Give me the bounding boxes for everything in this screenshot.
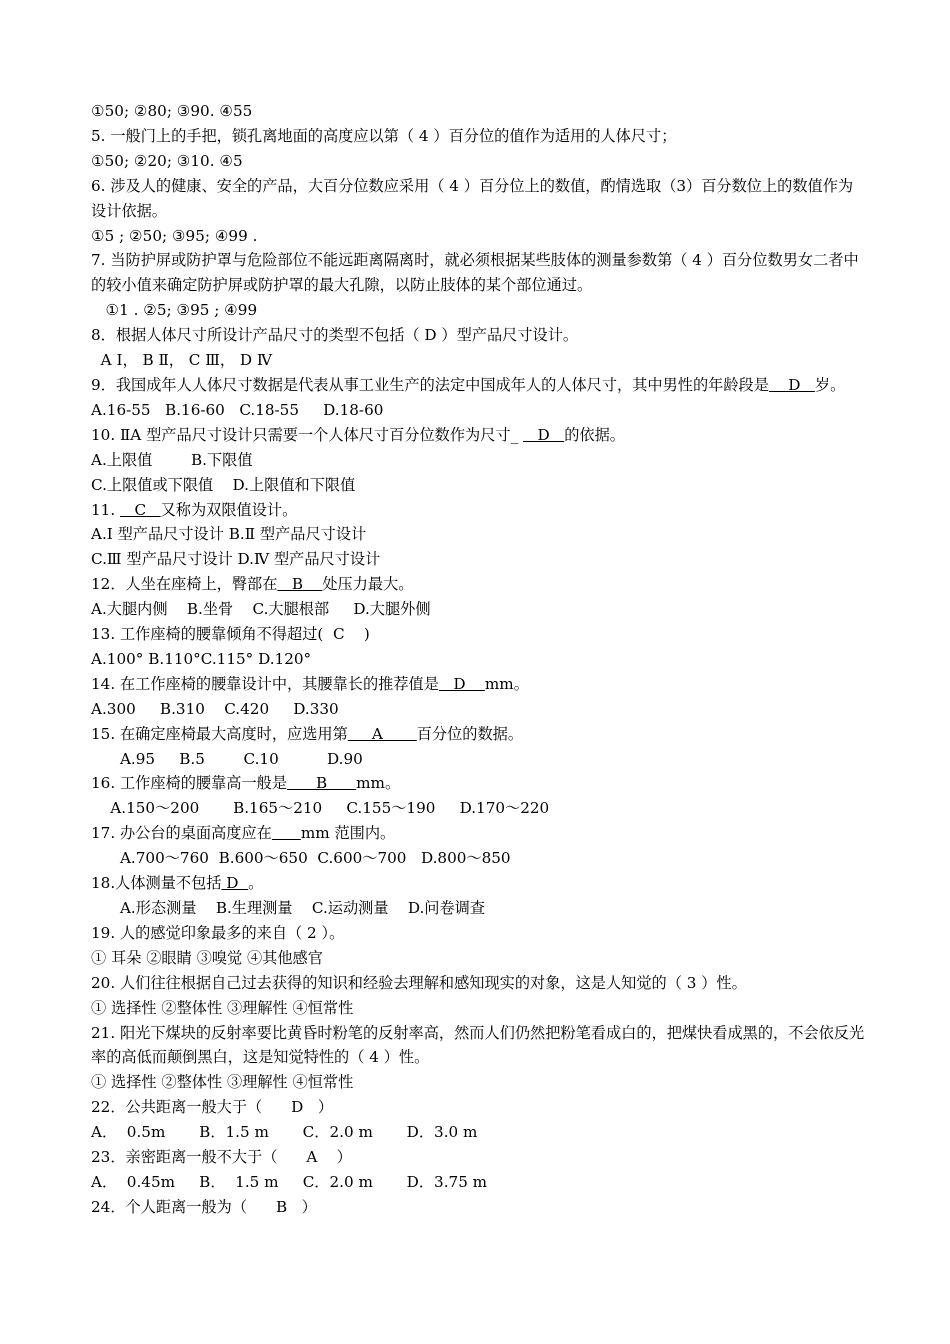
text-line — [91, 1195, 866, 1220]
text-line — [91, 174, 866, 224]
text-segment: C.上限值或下限值 D.上限值和下限值 — [91, 475, 356, 494]
text-segment: 13. 工作座椅的腰靠倾角不得超过( C ) — [91, 625, 370, 644]
text-line — [91, 248, 866, 298]
text-line — [91, 572, 866, 597]
text-segment: A． 0.45m B． 1.5 m C．2.0 m D．3.75 m — [91, 1172, 488, 1191]
text-line — [91, 647, 866, 672]
text-line — [91, 697, 866, 722]
text-segment: 5. 一般门上的手把，锁孔离地面的高度应以第（ 4 ）百分位的值作为适用的人体尺寸； — [91, 126, 677, 145]
text-segment: 11. — [91, 500, 120, 519]
text-segment: C.Ⅲ 型产品尺寸设计 D.Ⅳ 型产品尺寸设计 — [91, 550, 381, 569]
text-line — [91, 323, 866, 348]
text-segment: 19. 人的感觉印象最多的来自（ 2 ）。 — [91, 923, 345, 942]
text-segment: 18.人体测量不包括 — [91, 874, 222, 893]
text-segment: A.700～760 B.600～650 C.600～700 D.800～850 — [91, 849, 511, 868]
text-line — [91, 473, 866, 498]
text-segment: 23．亲密距离一般不大于（ A ） — [91, 1148, 352, 1167]
text-segment: 15. 在确定座椅最大高度时，应选用第 — [91, 724, 348, 743]
text-line — [91, 796, 866, 821]
text-segment: ①50; ②80; ③90. ④55 — [91, 102, 253, 120]
text-line — [91, 298, 866, 323]
text-segment: A.形态测量 B.生理测量 C.运动测量 D.问卷调查 — [91, 899, 486, 917]
text-line — [91, 622, 866, 647]
text-line — [91, 821, 866, 846]
text-line — [91, 99, 866, 124]
text-segment: A.150～200 B.165～210 C.155～190 D.170～220 — [91, 799, 550, 818]
answer-blank: A — [347, 724, 417, 743]
text-line — [91, 398, 866, 423]
text-line — [91, 547, 866, 572]
answer-blank: D — [768, 375, 815, 394]
text-segment: A.大腿内侧 B.坐骨 C.大腿根部 D.大腿外侧 — [91, 600, 431, 619]
text-line — [91, 747, 866, 772]
text-segment: ①5 ; ②50; ③95; ④99 . — [91, 226, 258, 245]
text-line — [91, 373, 866, 398]
text-segment: 12．人坐在座椅上，臀部在 — [91, 575, 278, 594]
text-segment: A.300 B.310 C.420 D.330 — [91, 699, 339, 718]
answer-blank — [272, 824, 301, 842]
text-segment: A.100° B.110°C.115° D.120° — [91, 649, 312, 668]
text-segment: ① 选择性 ②整体性 ③理解性 ④恒常性 — [91, 998, 354, 1017]
text-line — [91, 597, 866, 622]
answer-blank: D — [438, 674, 485, 693]
text-segment: 处压力最大。 — [322, 575, 414, 594]
question-text-body — [91, 99, 866, 1220]
text-segment: A． 0.5m B．1.5 m C．2.0 m D．3.0 m — [91, 1123, 478, 1142]
text-segment: mm。 — [356, 774, 401, 793]
text-segment: mm。 — [484, 674, 529, 693]
text-segment: 24．个人距离一般为（ B ） — [91, 1197, 317, 1216]
text-line — [91, 771, 866, 796]
text-segment: ① 耳朵 ②眼睛 ③嗅觉 ④其他感官 — [91, 948, 323, 967]
answer-blank: C — [119, 500, 161, 519]
text-segment: 9．我国成年人人体尺寸数据是代表从事工业生产的法定中国成年人的人体尺寸，其中男性的年龄段是 — [91, 375, 769, 394]
text-segment: 16. 工作座椅的腰靠高一般是 — [91, 774, 288, 793]
text-line — [91, 1145, 866, 1170]
text-segment: A.16-55 B.16-60 C.18-55 D.18-60 — [91, 400, 384, 419]
answer-blank: D — [221, 874, 249, 893]
text-segment: ① 选择性 ②整体性 ③理解性 ④恒常性 — [91, 1073, 354, 1092]
text-line — [91, 871, 866, 896]
text-segment: 。 — [248, 874, 264, 893]
answer-blank: B — [287, 774, 357, 793]
text-segment: 8．根据人体尺寸所设计产品尺寸的类型不包括（ D ）型产品尺寸设计。 — [91, 326, 579, 345]
text-line — [91, 1120, 866, 1145]
answer-blank: B — [277, 575, 323, 594]
text-segment: ①50; ②20; ③10. ④5 — [91, 151, 243, 170]
text-line — [91, 946, 866, 971]
text-line — [91, 896, 866, 921]
text-line — [91, 1021, 866, 1071]
text-segment: 又称为双限值设计。 — [160, 500, 298, 519]
text-segment: 20. 人们往往根据自己过去获得的知识和经验去理解和感知现实的对象，这是人知觉的（ 3 ）性。 — [91, 973, 747, 992]
text-line — [91, 124, 866, 149]
text-line — [91, 722, 866, 747]
text-line — [91, 1170, 866, 1195]
text-segment: A.上限值 B.下限值 — [91, 450, 253, 469]
text-segment: ①1 . ②5; ③95 ; ④99 — [91, 301, 258, 320]
text-line — [91, 672, 866, 697]
text-segment: 百分位的数据。 — [416, 724, 524, 743]
text-line — [91, 1070, 866, 1095]
text-segment: 21. 阳光下煤块的反射率要比黄昏时粉笔的反射率高，然而人们仍然把粉笔看成白的，把煤快看成黑的，不会依反光率的高低而颠倒黑白，这是知觉特性的（ 4 ）性。 — [91, 1023, 865, 1067]
text-line — [91, 846, 866, 871]
text-line — [91, 448, 866, 473]
text-segment: mm 范围内。 — [300, 824, 396, 843]
text-segment: 10. ⅡA 型产品尺寸设计只需要一个人体尺寸百分位数作为尺寸_ — [91, 425, 524, 444]
text-segment: A.Ⅰ 型产品尺寸设计 B.Ⅱ 型产品尺寸设计 — [91, 525, 367, 544]
text-segment: A.95 B.5 C.10 D.90 — [91, 749, 363, 768]
text-segment: 17. 办公台的桌面高度应在 — [91, 824, 272, 843]
text-line — [91, 498, 866, 523]
text-segment: 22．公共距离一般大于（ D ） — [91, 1098, 334, 1117]
text-line — [91, 149, 866, 174]
text-line — [91, 921, 866, 946]
text-line — [91, 971, 866, 996]
text-line — [91, 224, 866, 249]
text-segment: 6. 涉及人的健康、安全的产品，大百分位数应采用（ 4 ）百分位上的数值，酌情选取（3）百分数位上的数值作为设计依据。 — [91, 176, 854, 220]
text-segment: 7. 当防护屏或防护罩与危险部位不能远距离隔离时，就必须根据某些肢体的测量参数第（ 4 ）百分位数男女二者中的较小值来确定防护屏或防护罩的最大孔隙，以防止肢体的某个部位通过。 — [91, 251, 859, 295]
text-line — [91, 348, 866, 373]
text-line — [91, 1095, 866, 1120]
answer-blank: D — [523, 425, 565, 444]
text-segment: 14. 在工作座椅的腰靠设计中，其腰靠长的推荐值是 — [91, 674, 439, 693]
text-segment: 的依据。 — [564, 425, 625, 444]
text-segment: A Ⅰ， B Ⅱ， C Ⅲ， D Ⅳ — [91, 351, 273, 370]
text-line — [91, 522, 866, 547]
text-segment: 岁。 — [814, 375, 846, 394]
text-line — [91, 996, 866, 1021]
text-line — [91, 423, 866, 448]
